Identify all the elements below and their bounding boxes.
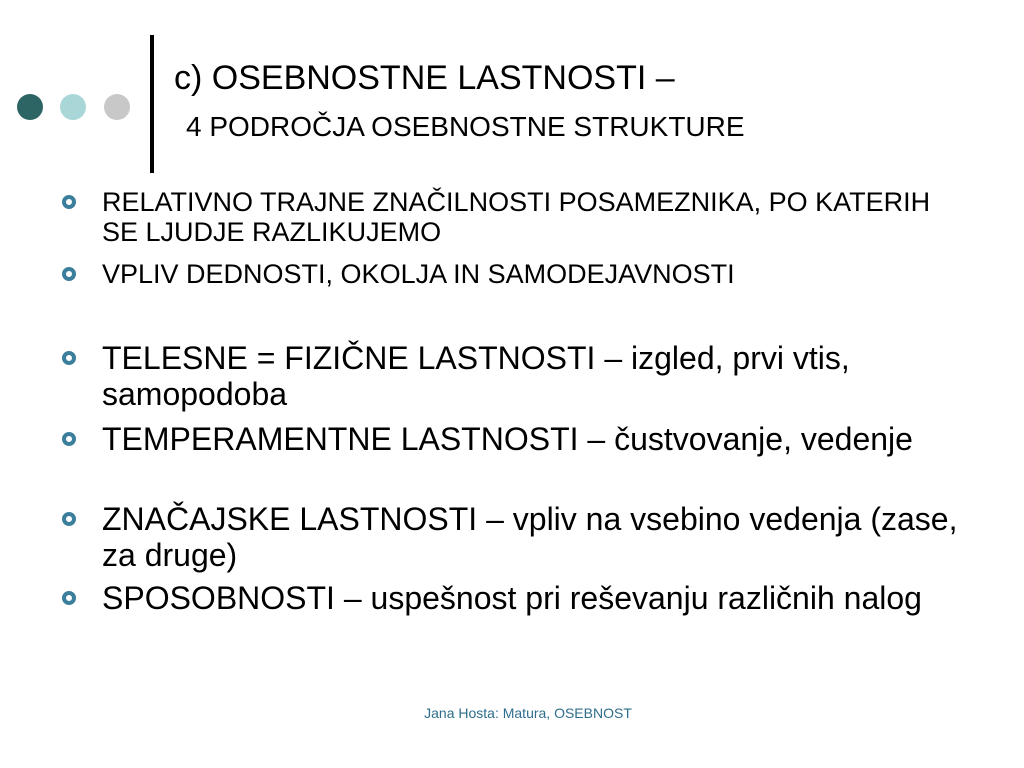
list-item-text: RELATIVNO TRAJNE ZNAČILNOSTI POSAMEZNIKA, PO KATERIH SE LJUDJE RAZLIKUJEMO [102,187,931,247]
slide-subtitle: 4 PODROČJA OSEBNOSTNE STRUKTURE [186,111,745,142]
bullet-icon [62,591,76,605]
bullet-icon [62,267,76,281]
bullet-icon [62,432,76,446]
bullet-icon [62,195,76,209]
slide-title: c) OSEBNOSTNE LASTNOSTI – [174,59,675,97]
bullet-icon [62,351,76,365]
list-item-text: SPOSOBNOSTI – uspešnost pri reševanju različnih nalog [102,580,922,616]
bullet-icon [62,512,76,526]
list-item-text: VPLIV DEDNOSTI, OKOLJA IN SAMODEJAVNOSTI [102,259,735,289]
list-item-text: TELESNE = FIZIČNE LASTNOSTI – izgled, prvi vtis, samopodoba [102,340,850,412]
list-item-text: ZNAČAJSKE LASTNOSTI – vpliv na vsebino vedenja (zase, za druge) [102,501,958,573]
footer-text: Jana Hosta: Matura, OSEBNOST [424,705,632,721]
list-item-text: TEMPERAMENTNE LASTNOSTI – čustvovanje, vedenje [102,421,913,457]
